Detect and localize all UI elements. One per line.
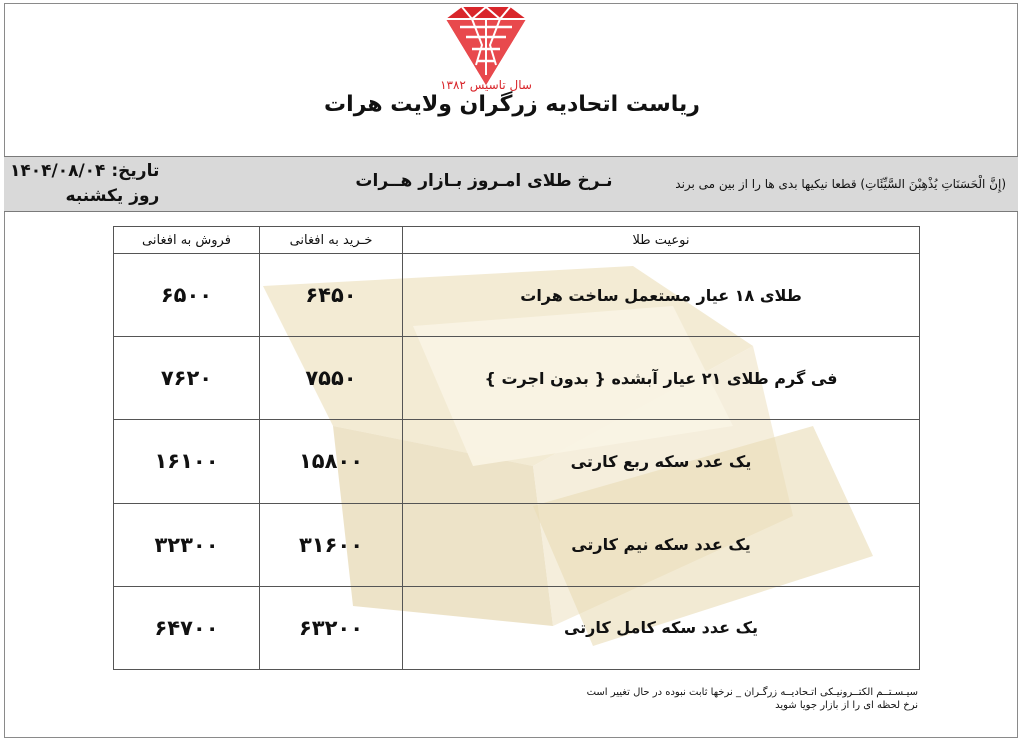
title-band — [4, 156, 1018, 212]
row-buy: ۱۵۸۰۰ — [260, 420, 403, 503]
table-header-row — [114, 227, 920, 254]
row-sell: ۳۲۳۰۰ — [114, 503, 260, 586]
row-sell: ۶۵۰۰ — [114, 254, 260, 337]
price-table — [113, 226, 920, 670]
row-sell: ۷۶۲۰ — [114, 337, 260, 420]
row-sell: ۶۴۷۰۰ — [114, 586, 260, 669]
footer-note — [540, 686, 918, 712]
row-buy: ۶۳۲۰۰ — [260, 586, 403, 669]
row-sell: ۱۶۱۰۰ — [114, 420, 260, 503]
table-row — [114, 586, 920, 669]
row-type: یک عدد سکه ربع کارتی — [403, 420, 920, 503]
footer-line-2: نرخ لحظه ای را از بازار جویا شوید — [775, 700, 918, 711]
header-sell: فروش به افغانی — [114, 227, 260, 254]
table-row — [114, 337, 920, 420]
row-type: طلای ۱۸ عیار مستعمل ساخت هرات — [403, 254, 920, 337]
table-row — [114, 254, 920, 337]
table-row — [114, 503, 920, 586]
row-type: یک عدد سکه نیم کارتی — [403, 503, 920, 586]
footer-line-1: سیـسـتــم الکتــرونیـکی اتـحادیــه زرگـران _ نرخها ثابت نبوده در حال تغییر است — [586, 687, 918, 698]
row-type: یک عدد سکه کامل کارتی — [403, 586, 920, 669]
page-title: نـرخ طلای امـروز بـازار هــرات — [355, 171, 613, 191]
date-block — [10, 159, 159, 209]
header-type: نوعیت طلا — [403, 227, 920, 254]
diamond-logo-icon — [432, 5, 540, 89]
row-buy: ۶۴۵۰ — [260, 254, 403, 337]
quote-text: (إِنَّ الْحَسَنَاتِ يُذْهِبْنَ السَّيِّئَاتِ) قطعا نیکیها بدی ها را از بین می برند — [675, 177, 1006, 191]
row-buy: ۳۱۶۰۰ — [260, 503, 403, 586]
established-year: سال تاسیس ۱۳۸۲ — [440, 78, 532, 92]
row-buy: ۷۵۵۰ — [260, 337, 403, 420]
date-text: تاریخ: ۱۴۰۴/۰۸/۰۴ — [10, 161, 160, 181]
price-table-wrapper — [113, 226, 919, 670]
organization-title: ریاست اتحادیه زرگران ولایت هرات — [324, 92, 700, 117]
table-row — [114, 420, 920, 503]
row-type: فی گرم طلای ۲۱ عیار آبشده { بدون اجرت } — [403, 337, 920, 420]
day-text: روز یکشنبه — [65, 186, 160, 206]
header-buy: خـرید به افغانی — [260, 227, 403, 254]
